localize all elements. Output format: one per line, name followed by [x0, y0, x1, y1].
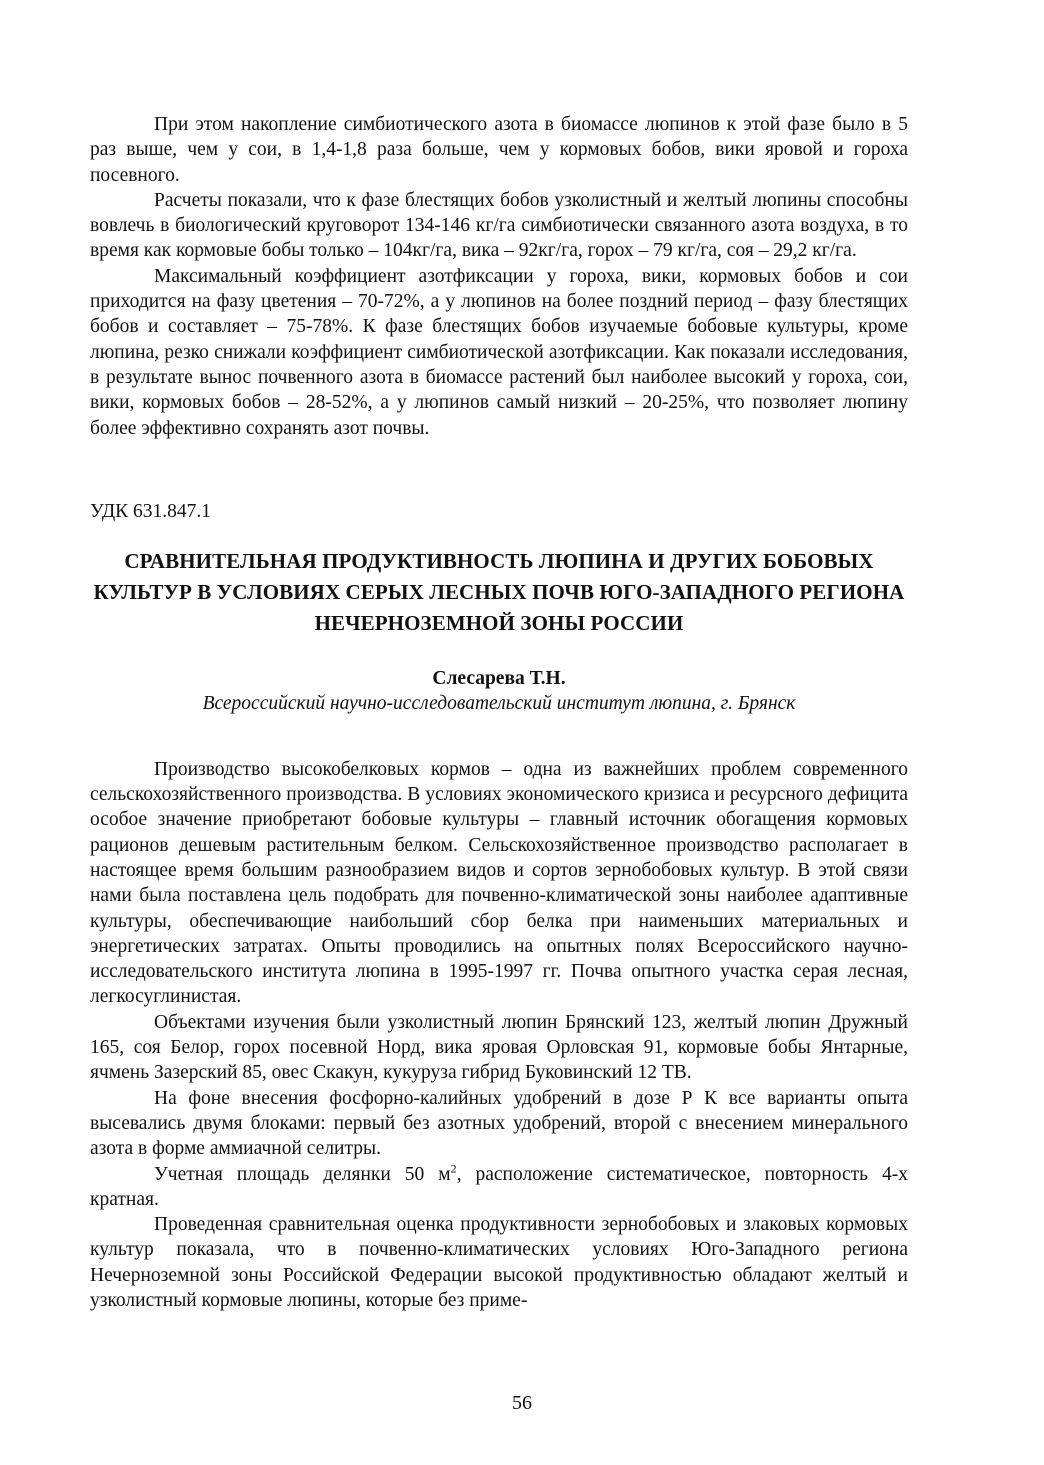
intro-paragraph-2: Расчеты показали, что к фазе блестящих бобов узколистный и желтый люпины способны вовлечь в биологический круговорот 134-146 кг/га симбиотически связанного азота воздуха, в то время как кормовые бобы только – 104кг/га, вика – 92кг/га, горох – 79 кг/га, соя – 29,2 кг/га. — [90, 189, 908, 262]
intro-paragraph-1: При этом накопление симбиотического азота в биомассе люпинов к этой фазе было в 5 раз выше, чем у сои, в 1,4-1,8 раза больше, чем у кормовых бобов, вики яровой и гороха посевного. — [90, 114, 908, 186]
author-affiliation: Всероссийский научно-исследовательский институт люпина, г. Брянск — [202, 693, 796, 715]
udk-gap — [90, 524, 908, 546]
plot-area-text-rest: , расположение систематическое, повторность 4-х кратная. — [90, 1163, 908, 1210]
body-paragraph-1: Производство высокобелковых кормов – одна из важнейших проблем современного сельскохозяйственного производства. В условиях экономического кризиса и ресурсного дефицита особое значение приобретают бобовые культуры – главный источник обогащения кормовых рационов дешевым растительным белком. Сельскохозяйственное производство располагает в настоящее время большим разнообразием видов и сортов зернобобовых культур. В этой связи нами была поставлена цель подобрать для почвенно-климатической зоны наиболее адаптивные культуры, обеспечивающие наибольший сбор белка при наименьших материальных и энергетических затратах. Опыты проводились на опытных полях Всероссийского научно-исследовательского института люпина в 1995-1997 гг. Почва опытного участка серая лесная, легкосуглинистая. — [90, 758, 908, 1008]
author-name: Слесарева Т.Н. — [432, 668, 566, 690]
body-paragraph-3: На фоне внесения фосфорно-калийных удобрений в дозе Р К все варианты опыта высевались двумя блоками: первый без азотных удобрений, второй с внесением минерального азота в форме аммиачной селитры. — [90, 1087, 908, 1160]
body-gap — [90, 717, 908, 757]
article-title: СРАВНИТЕЛЬНАЯ ПРОДУКТИВНОСТЬ ЛЮПИНА И ДРУГИХ БОБОВЫХ КУЛЬТУР В УСЛОВИЯХ СЕРЫХ ЛЕСНЫХ ПОЧВ ЮГО-ЗАПАДНОГО РЕГИОНА НЕЧЕРНОЗЕМНОЙ ЗОНЫ РОССИИ — [93, 549, 905, 636]
body-paragraph-2: Объектами изучения были узколистный люпин Брянский 123, желтый люпин Дружный 165, соя Белор, горох посевной Норд, вика яровая Орловская 91, кормовые бобы Янтарные, ячмень Зазерский 85, овес Скакун, кукуруза гибрид Буковинский 12 ТВ. — [90, 1011, 908, 1084]
superscript-two: 2 — [450, 1161, 457, 1175]
section-gap — [90, 441, 908, 499]
page-number: 56 — [512, 1392, 532, 1414]
udk-code: УДК 631.847.1 — [90, 500, 212, 522]
intro-paragraph-3: Максимальный коэффициент азотфиксации у гороха, вики, кормовых бобов и сои приходится на фазу цветения – 70-72%, а у люпинов на более поздний период – фазу блестящих бобов и составляет – 75-78%. К фазе блестящих бобов изучаемые бобовые культуры, кроме люпина, резко снижали коэффициент симбиотической азотфиксации. Как показали исследования, в результате вынос почвенного азота в биомассе растений был наиболее высокий у гороха, сои, вики, кормовых бобов – 28-52%, а у люпинов самый низкий – 20-25%, что позволяет люпину более эффективно сохранять азот почвы. — [90, 265, 908, 439]
plot-area-text: Учетная площадь делянки 50 м — [154, 1163, 451, 1185]
body-paragraph-4 — [90, 1162, 908, 1213]
page-content — [90, 112, 908, 1313]
body-paragraph-5: Проведенная сравнительная оценка продуктивности зернобобовых и злаковых кормовых культур показала, что в почвенно-климатических условиях Юго-Западного региона Нечерноземной зоны Российской Федерации высокой продуктивностью обладают желтый и узколистный кормовые люпины, которые без приме- — [90, 1214, 908, 1311]
